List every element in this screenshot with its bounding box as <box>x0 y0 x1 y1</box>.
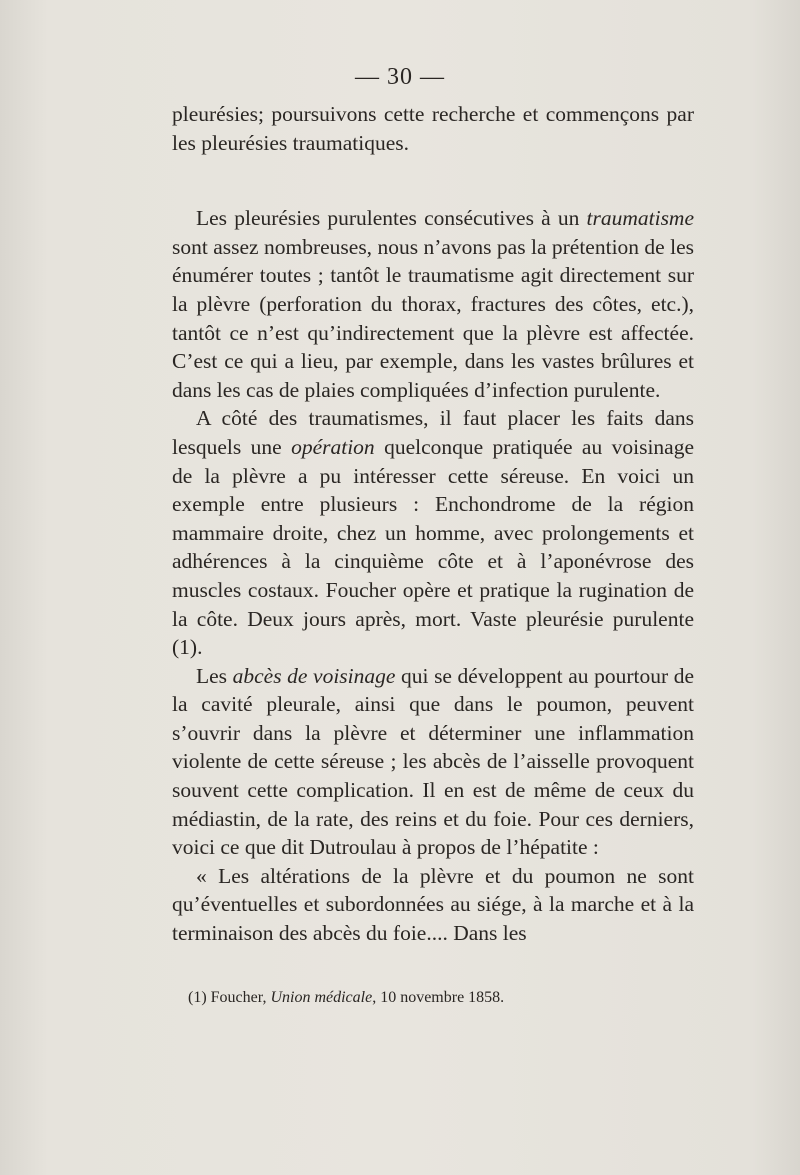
paragraph-4-text-cont: qui se développent au pourtour de la cavité pleurale, ainsi que dans le poumon, peuvent s’ouvrir dans la plèvre et déterminer une inflammation violente de cette séreuse ; les abcès de l’aisselle provoquent souvent cette complication. Il en est de même de ceux du médiastin, de la rate, des reins et du foie. Pour ces derniers, voici ce que dit Dutroulau à propos de l’hépatite : <box>172 663 694 860</box>
paragraph-3-text: A côté des traumatismes, il faut placer les faits dans lesquels une <box>172 406 694 459</box>
emphasis-traumatisme: traumatisme <box>586 206 694 231</box>
paragraph-1: pleurésies; poursuivons cette recherche et commençons par les pleurésies traumatiques. <box>172 102 694 155</box>
paragraph-2 <box>172 204 694 404</box>
paragraph-5: « Les altérations de la plèvre et du poumon ne sont qu’éventuelles et subordonnées au siége, à la marche et à la terminaison des abcès du foie.... Dans les <box>172 863 694 946</box>
paragraph-4-text: Les <box>196 663 233 688</box>
paragraph-2-text: Les pleurésies purulentes consécutives à un <box>196 206 587 231</box>
footnote-journal: Union médicale <box>270 989 373 1006</box>
emphasis-abces: abcès de voisinage <box>232 663 396 688</box>
footnote-date: , 10 novembre 1858. <box>372 989 505 1006</box>
footnote <box>188 988 688 1008</box>
footnote-marker: (1) <box>188 989 207 1006</box>
paragraph-2-text-cont: sont assez nombreuses, nous n’avons pas la prétention de les énumérer toutes ; tantôt le traumatisme agit directement sur la plèvre (perforation du thorax, fractures des côtes, etc.), tantôt ce n’est qu’indirectement que la plèvre est affectée. C’est ce qui a lieu, par exemple, dans les vastes brûlures et dans les cas de plaies compliquées d’infection purulente. <box>172 234 694 402</box>
page-number: — 30 — <box>355 64 445 90</box>
paragraph-3 <box>172 404 694 661</box>
body-text <box>172 100 694 948</box>
emphasis-operation: opération <box>291 434 375 459</box>
footnote-author: Foucher, <box>206 989 271 1006</box>
paragraph-4 <box>172 662 694 862</box>
paragraph-3-text-cont: quelconque pratiquée au voisinage de la plèvre a pu intéresser cette séreuse. En voici un exemple entre plusieurs : Enchondrome de la région mammaire droite, chez un homme, avec prolongements et adhérences à la cinquième côte et à l’aponévrose des muscles costaux. Foucher opère et pratique la rugination de la côte. Deux jours après, mort. Vaste pleurésie purulente (1). <box>172 434 694 660</box>
